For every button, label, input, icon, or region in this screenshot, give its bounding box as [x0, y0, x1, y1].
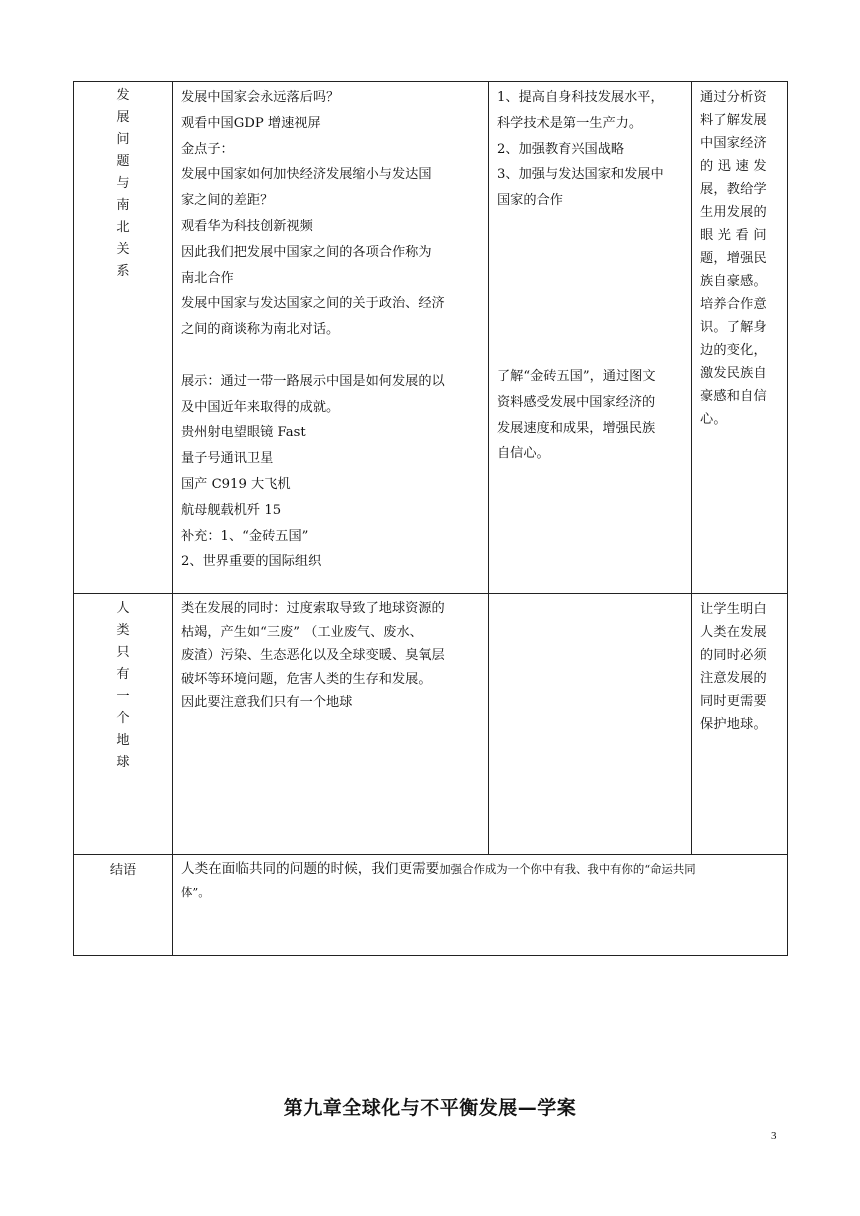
table-row — [74, 82, 788, 594]
ending-cell — [173, 855, 788, 956]
activity-line: 资料感受发展中国家经济的 — [497, 394, 656, 410]
intent-line: 展，教给学 — [700, 182, 767, 197]
intent-line: 中国家经济 — [700, 136, 767, 151]
section-label: 发 展 问 题 与 南 北 关 系 — [116, 88, 130, 279]
content-line: 发展中国家如何加快经济发展缩小与发达国 — [181, 167, 432, 183]
section-label-cell — [74, 82, 173, 594]
content-line: 2、世界重要的国际组织 — [181, 554, 322, 570]
content-cell — [173, 82, 489, 594]
intent-line: 料了解发展 — [700, 113, 767, 128]
activity-line: 国家的合作 — [497, 193, 563, 209]
content-line: 观看华为科技创新视频 — [181, 218, 313, 234]
content-line: 发展中国家与发达国家之间的关于政治、经济 — [181, 296, 445, 312]
content-line: 展示：通过一带一路展示中国是如何发展的以 — [181, 373, 445, 389]
chapter-title: 第九章全球化与不平衡发展—学案 — [283, 1097, 577, 1119]
activity-line: 1、提高自身科技发展水平， — [497, 90, 664, 105]
student-activity-cell — [489, 82, 692, 594]
lesson-plan-table — [73, 81, 788, 956]
ending-text-continued: 加强合作成为一个你中有我、我中有你的“命运共同 — [439, 862, 696, 876]
intent-line: 识。了解身 — [700, 320, 767, 335]
content-line: 补充：1、“金砖五国” — [181, 528, 309, 544]
intent-line: 眼 光 看 问 — [700, 228, 767, 243]
intent-line: 生用发展的 — [700, 205, 767, 220]
content-line: 航母舰载机歼 15 — [181, 502, 282, 518]
intent-line: 题，增强民 — [700, 251, 767, 266]
content-line: 破坏等环境问题，危害人类的生存和发展。 — [181, 671, 432, 687]
content-line: 类在发展的同时：过度索取导致了地球资源的 — [181, 601, 445, 616]
design-intent-cell — [692, 594, 788, 855]
table-row — [74, 855, 788, 956]
page-number: 3 — [771, 1130, 777, 1142]
intent-line: 边的变化， — [700, 343, 767, 358]
section-label: 人 类 只 有 一 个 地 球 — [116, 601, 130, 770]
intent-line: 通过分析资 — [700, 90, 767, 105]
content-line: 发展中国家会永远落后吗？ — [181, 90, 340, 105]
content-line: 金点子： — [181, 141, 234, 157]
intent-line: 心。 — [700, 412, 727, 427]
activity-line: 了解“金砖五国”，通过图文 — [497, 368, 656, 384]
ending-text-tail: 体”。 — [181, 885, 210, 899]
activity-line: 自信心。 — [497, 446, 550, 462]
content-line: 废渣）污染、生态恶化以及全球变暖、臭氧层 — [181, 648, 445, 663]
intent-line: 保护地球。 — [700, 717, 767, 732]
content-line: 观看中国GDP 增速视屏 — [181, 115, 321, 131]
section-label-cell — [74, 855, 173, 956]
content-line: 贵州射电望眼镜 Fast — [181, 425, 306, 441]
intent-line: 让学生明白 — [700, 602, 767, 617]
section-label-cell — [74, 594, 173, 855]
content-line: 因此要注意我们只有一个地球 — [181, 695, 353, 710]
content-line: 及中国近年来取得的成就。 — [181, 399, 340, 415]
activity-line: 3、加强与发达国家和发展中 — [497, 167, 664, 183]
content-line: 南北合作 — [181, 270, 234, 286]
intent-line: 族自豪感。 — [700, 274, 767, 289]
activity-line: 科学技术是第一生产力。 — [497, 115, 643, 131]
intent-line: 豪感和自信 — [700, 389, 767, 404]
content-line: 国产 C919 大飞机 — [181, 476, 291, 492]
content-cell — [173, 594, 489, 855]
content-line: 量子号通讯卫星 — [181, 451, 274, 467]
table-row — [74, 594, 788, 855]
intent-line: 的同时必须 — [700, 648, 767, 663]
intent-line: 人类在发展 — [700, 625, 767, 640]
content-line: 枯竭，产生如“三废” （工业废气、废水、 — [181, 624, 423, 640]
intent-line: 注意发展的 — [700, 671, 767, 686]
activity-line: 2、加强教育兴国战略 — [497, 141, 625, 157]
intent-line: 同时更需要 — [700, 694, 767, 709]
intent-line: 激发民族自 — [700, 366, 767, 381]
intent-line: 培养合作意 — [700, 297, 767, 312]
intent-line: 的 迅 速 发 — [700, 159, 767, 174]
content-line: 因此我们把发展中国家之间的各项合作称为 — [181, 244, 432, 260]
student-activity-cell — [489, 594, 692, 855]
design-intent-cell — [692, 82, 788, 594]
activity-line: 发展速度和成果，增强民族 — [497, 420, 656, 436]
content-line: 家之间的差距？ — [181, 193, 274, 209]
section-label: 结语 — [109, 863, 137, 878]
content-line: 之间的商谈称为南北对话。 — [181, 322, 340, 338]
ending-text: 人类在面临共同的问题的时候，我们更需要 — [181, 861, 440, 877]
